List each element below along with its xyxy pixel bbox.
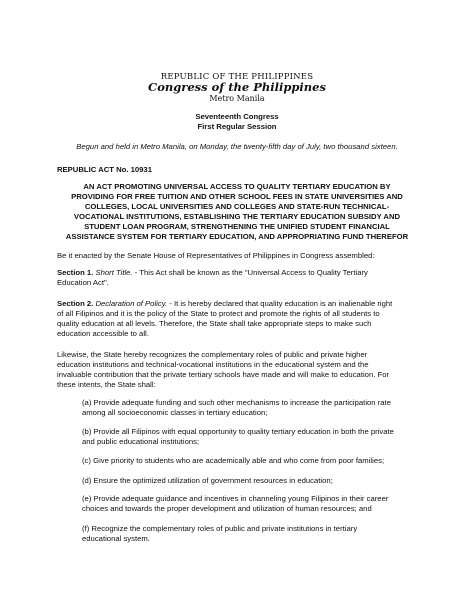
policy-item-line: (a) Provide adequate funding and such other mechanisms to increase the participation rate bbox=[82, 398, 391, 407]
act-title-line: STUDENT LOAN PROGRAM, STRENGTHENING THE UNIFIED STUDENT FINANCIAL bbox=[84, 221, 390, 231]
act-title bbox=[40, 182, 434, 241]
policy-item-line: (f) Recognize the complementary roles of public and private institutions in tertiary bbox=[82, 524, 358, 533]
act-title-line: VOCATIONAL INSTITUTIONS, ESTABLISHING THE TERTIARY EDUCATION SUBSIDY AND bbox=[73, 211, 401, 221]
section-2 bbox=[57, 299, 429, 339]
likewise-line: these intents, the State shall: bbox=[57, 379, 156, 389]
section-1-text: Education Act". bbox=[57, 277, 109, 287]
act-number: REPUBLIC ACT No. 10931 bbox=[57, 165, 152, 174]
section-2-heading: Declaration of Policy. bbox=[95, 299, 168, 308]
location-heading: Metro Manila bbox=[209, 94, 265, 103]
act-title-line: AN ACT PROMOTING UNIVERSAL ACCESS TO QUALITY TERTIARY EDUCATION BY bbox=[83, 182, 391, 191]
section-2-label: Section 2. bbox=[57, 299, 94, 308]
congress-number: Seventeenth Congress bbox=[195, 112, 279, 121]
act-title-line: ASSISTANCE SYSTEM FOR TERTIARY EDUCATION, AND APPROPRIATING FUND THEREFOR bbox=[65, 231, 409, 241]
policy-item-line: (e) Provide adequate guidance and incentives in channeling young Filipinos in their career bbox=[82, 494, 389, 503]
section-1-text: - This Act shall be known as the "Universal Access to Quality Tertiary bbox=[132, 268, 368, 277]
begun-statement: Begun and held in Metro Manila, on Monday, the twenty-fifth day of July, two thousand sixteen. bbox=[76, 142, 398, 151]
policy-item-c bbox=[82, 456, 422, 466]
policy-item-line: (d) Ensure the optimized utilization of government resources in education; bbox=[82, 476, 333, 485]
section-1-heading: Short Title. bbox=[95, 268, 133, 277]
likewise-paragraph bbox=[57, 350, 429, 390]
policy-item-line: (b) Provide all Filipinos with equal opportunity to quality tertiary education in both the private bbox=[82, 427, 394, 436]
likewise-line: Likewise, the State hereby recognizes the complementary roles of public and private higher bbox=[57, 350, 368, 359]
session-name: First Regular Session bbox=[197, 122, 277, 131]
policy-item-line: (c) Give priority to students who are academically able and who come from poor families; bbox=[82, 456, 385, 465]
likewise-line: invaluable contribution that the private tertiary schools have made and will make to education. For bbox=[57, 369, 390, 379]
policy-item-e bbox=[82, 494, 422, 514]
act-title-line: COLLEGES, LOCAL UNIVERSITIES AND COLLEGES AND STATE-RUN TECHNICAL- bbox=[84, 201, 390, 211]
policy-item-line: among all socioeconomic classes in tertiary education; bbox=[82, 407, 268, 417]
republic-heading: REPUBLIC OF THE PHILIPPINES bbox=[160, 72, 314, 82]
policy-item-b bbox=[82, 427, 422, 447]
enacting-clause: Be it enacted by the Senate House of Representatives of Philippines in Congress assembled: bbox=[57, 251, 375, 260]
policy-item-line: educational system. bbox=[82, 533, 150, 543]
policy-item-d bbox=[82, 476, 422, 486]
policy-item-line: and public educational institutions; bbox=[82, 436, 200, 446]
section-2-text: education accessible to all. bbox=[57, 328, 149, 338]
policy-item-a bbox=[82, 398, 422, 418]
policy-item-f bbox=[82, 524, 422, 544]
policy-item-line: choices and towards the proper development and utilization of human resources; and bbox=[82, 503, 372, 513]
likewise-line: education institutions and technical-vocational institutions in the educational system and the bbox=[57, 359, 369, 369]
section-2-text: quality education at all levels. Therefore, the State shall take appropriate steps to make such bbox=[57, 318, 372, 328]
section-2-text: - It is hereby declared that quality education is an inalienable right bbox=[167, 299, 393, 308]
section-1 bbox=[57, 268, 429, 288]
section-2-text: of all Filipinos and it is the policy of the State to protect and promote the rights of all students to bbox=[57, 308, 380, 318]
congress-heading: Congress of the Philippines bbox=[148, 80, 326, 94]
act-title-line: PROVIDING FOR FREE TUITION AND OTHER SCHOOL FEES IN STATE UNIVERSITIES AND bbox=[71, 191, 403, 201]
section-1-label: Section 1. bbox=[57, 268, 94, 277]
